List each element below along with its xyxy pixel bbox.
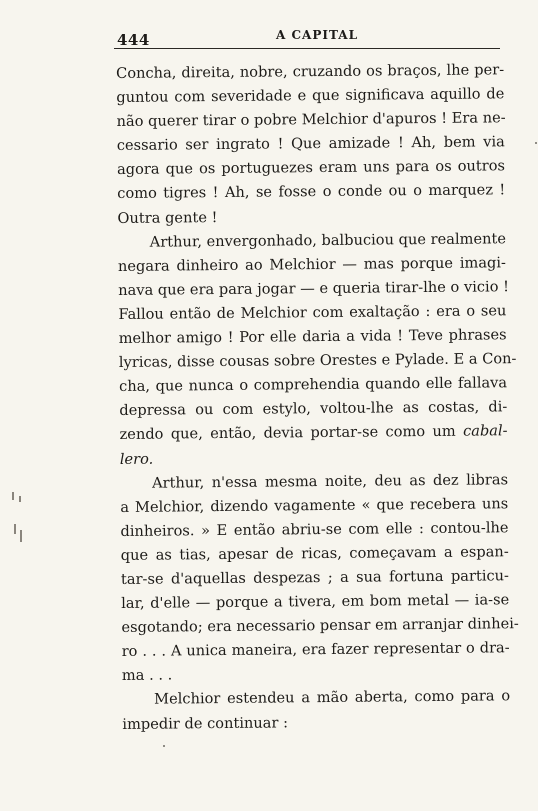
text-line: ro . . . A unica maneira, era fazer representar o dra-: [121, 639, 510, 661]
paper-speck: [163, 745, 165, 747]
text-line: esgotando; era necessario pensar em arranjar dinhei-: [121, 615, 519, 637]
text-line: tar-se d'aquellas despezas ; a sua fortuna particu-: [120, 567, 510, 588]
text-line: Fallou então de Melchior com exaltação : era o seu: [118, 302, 507, 323]
running-title: A CAPITAL: [276, 28, 359, 42]
text-line: cha, que nunca o comprehendia quando elle fallava: [119, 374, 508, 396]
text-line: Arthur, n'essa mesma noite, deu as dez libras: [151, 470, 509, 492]
text-line: nava que era para jogar — e queria tirar-lhe o vicio !: [118, 278, 510, 299]
italic-text: lero.: [119, 450, 154, 468]
text-line: melhor amigo ! Por elle daria a vida ! Teve phrases: [118, 326, 507, 348]
text-line: Melchior estendeu a mão aberta, como para o: [154, 687, 511, 709]
page-header: [112, 28, 500, 50]
text-line: negara dinheiro ao Melchior — mas porque imagi-: [117, 254, 507, 275]
text-line: impedir de continuar :: [122, 713, 289, 733]
text-line: [119, 420, 507, 448]
text-line: guntou com severidade e que significava aquillo de: [116, 85, 505, 107]
text-line: Concha, direita, nobre, cruzando os braços, lhe per-: [116, 61, 505, 82]
text-line: a Melchior, dizendo vagamente « que recebera uns: [120, 494, 509, 516]
text-line: [120, 444, 508, 472]
text-line: que as tias, apesar de ricas, começavam a espan-: [120, 543, 509, 564]
body-text: [116, 58, 519, 736]
page-number: 444: [117, 31, 150, 49]
margin-bleed-mark: [10, 490, 24, 550]
text-line: Outra gente !: [117, 208, 218, 227]
text-line: lyricas, disse cousas sobre Orestes e Pylade. E a Con-: [118, 350, 517, 372]
italic-text: cabal-: [462, 422, 508, 441]
text-line: ma . . .: [121, 666, 173, 685]
text-line: depressa ou com estylo, voltou-lhe as costas, di-: [119, 398, 508, 420]
text-line: Arthur, envergonhado, balbuciou que realmente: [149, 229, 507, 251]
text-line: lar, d'elle — porque a tivera, em bom metal — ia-se: [121, 591, 510, 613]
paragraph-2: [117, 227, 517, 472]
text-line: como tigres ! Ah, se fosse o conde ou o marquez !: [117, 181, 506, 203]
text-line: dinheiros. » E então abriu-se com elle : contou-lhe: [120, 519, 509, 540]
text-line: cessario ser ingrato ! Que amizade ! Ah, bem via: [116, 133, 505, 155]
header-rule: [114, 48, 500, 49]
text-run: zendo que, então, devia portar-se como um: [119, 423, 464, 444]
paragraph-4: [122, 685, 510, 737]
text-line: não querer tirar o pobre Melchior d'apuros ! Era ne-: [116, 109, 506, 131]
paragraph-1: [116, 58, 506, 230]
text-line: agora que os portuguezes eram uns para os outros: [116, 157, 506, 179]
paper-speck: [535, 142, 537, 144]
paragraph-3: [120, 468, 519, 689]
